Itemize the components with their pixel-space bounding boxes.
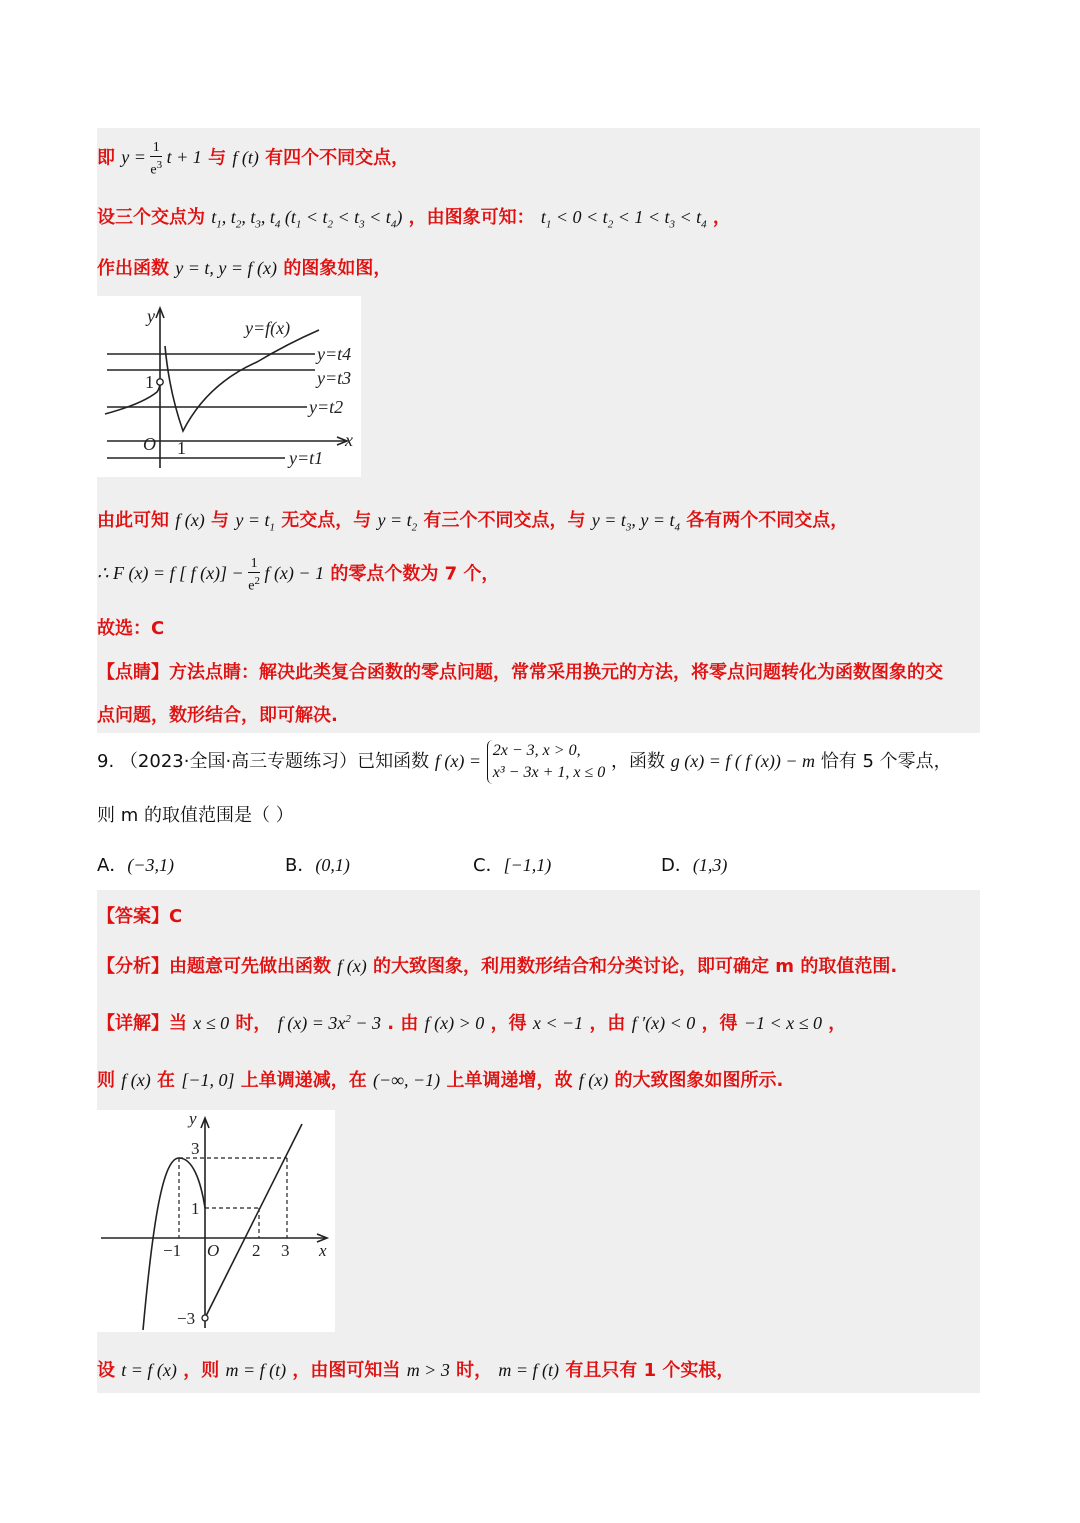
line-draw: 作出函数 y = t, y = f (x) 的图象如图，: [97, 258, 392, 279]
open-point: [202, 1315, 208, 1321]
option-b[interactable]: B．(0,1): [285, 855, 350, 876]
origin-label: O: [207, 1241, 220, 1260]
y-axis-label: y: [189, 1110, 197, 1128]
tick-x-3: 3: [281, 1241, 290, 1260]
label-t4: y=t4: [317, 344, 352, 364]
x-axis-label: x: [319, 1241, 327, 1260]
detail-line: 【详解】当 x ≤ 0 时， f $(x) = 3x^2 - 3$ . 由 f (x) > 0 ，得 x < −1 ，由 f ′(x) < 0 ，得 −1 < x ≤ 0 ，: [97, 1013, 847, 1034]
label-t2: y=t2: [309, 397, 344, 417]
line-points: 设三个交点为 $t_1$, $t_2$, $t_3$, $t_4$ $(t_1 < t_2 < t_3 < t_4)$ ，由图象可知： $t_1 < 0 < t_2 < 1 < t_3 < t_4$ ，: [97, 207, 731, 231]
answer-line: 【答案】C: [97, 906, 183, 927]
line-choice: 故选：C: [97, 618, 165, 639]
tick-x-2: 2: [252, 1241, 261, 1260]
curve-right: [165, 330, 319, 431]
line-conclusion: 由此可知 f (x) 与 $y = t_1$ 无交点，与 $y = t_2$ 有三个不同交点，与 $y = t_3$, $y = t_4$ 各有两个不同交点，: [97, 510, 849, 534]
tick-y-1: 1: [191, 1199, 200, 1218]
origin-label: O: [143, 434, 156, 454]
option-d[interactable]: D．(1,3): [661, 855, 728, 876]
tick-y-neg3: −3: [177, 1309, 196, 1328]
x-axis-label: x: [345, 430, 353, 450]
tick-y-1: 1: [145, 372, 154, 392]
y-axis-label: y: [147, 306, 155, 326]
analysis-line: 【分析】由题意可先做出函数 f (x) 的大致图象，利用数形结合和分类讨论，即可确定 m 的取值范围.: [97, 956, 898, 977]
label-t3: y=t3: [317, 368, 352, 388]
last-line: 设 t = f (x) ，则 m = f (t) ，由图可知当 m > 3 时， m = f (t) 有且只有 1 个实根，: [97, 1360, 735, 1381]
label-t1: y=t1: [289, 448, 324, 468]
piecewise: 2x − 3, x > 0, x³ − 3x + 1, x ≤ 0: [487, 740, 605, 784]
line-intersections: 即 y = $\frac{1}{e^3}$ t + 1 与 f (t) 有四个不同交点，: [97, 140, 410, 178]
question-9-line2: 则 m 的取值范围是（ ）: [97, 805, 294, 826]
tick-x-1: 1: [177, 438, 186, 458]
question-9: 9. （2023·全国·高三专题练习）已知函数 f (x) = 2x − 3, x > 0, x³ − 3x + 1, x ≤ 0 ，函数 g (x) = f ( f (x)) − m 恰有 5 个零点，: [97, 740, 952, 784]
tick-x-neg1: −1: [163, 1241, 182, 1260]
curve-label: y=f(x): [245, 318, 291, 338]
option-c[interactable]: C．[−1,1): [473, 855, 552, 876]
monotonic-line: 则 f (x) 在 [−1, 0] 上单调递减，在 (−∞, −1) 上单调递增，故 f (x) 的大致图象如图所示.: [97, 1070, 784, 1091]
line-zero-count: ∴ F (x) = f [ f (x)] − $\frac{1}{e^2}$ f (x) − 1 的零点个数为 7 个，: [97, 556, 500, 594]
option-a[interactable]: A．(−3,1): [97, 855, 174, 876]
tick-y-3: 3: [191, 1139, 200, 1158]
graph-piecewise-f: [97, 1110, 335, 1332]
open-point: [157, 379, 163, 385]
graph-fx-t-lines: [97, 296, 361, 477]
line-tip-1: 【点睛】方法点睛：解决此类复合函数的零点问题，常常采用换元的方法，将零点问题转化为函数图象的交: [97, 662, 943, 683]
line-tip-2: 点问题，数形结合，即可解决.: [97, 705, 338, 726]
